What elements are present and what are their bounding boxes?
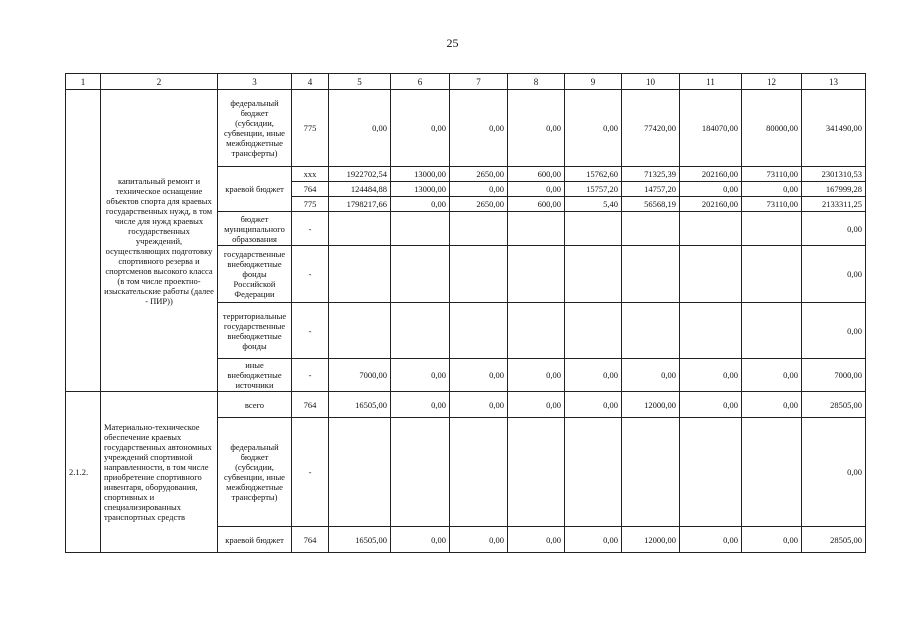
value-cell: 13000,00 [391, 167, 450, 182]
value-cell [565, 418, 622, 527]
budget-code: 764 [292, 182, 329, 197]
funding-source: территориальные государственные внебюджетные фонды [218, 303, 292, 359]
budget-code: ххх [292, 167, 329, 182]
header-cell: 1 [66, 74, 101, 90]
value-cell: 0,00 [742, 392, 802, 418]
header-cell: 3 [218, 74, 292, 90]
value-cell [508, 303, 565, 359]
value-cell: 600,00 [508, 197, 565, 212]
value-cell: 0,00 [450, 359, 508, 392]
value-cell: 124484,88 [329, 182, 391, 197]
funding-source: федеральный бюджет (субсидии, субвенции, иные межбюджетные трансферты) [218, 418, 292, 527]
table-row [66, 392, 866, 418]
header-cell: 8 [508, 74, 565, 90]
budget-code: - [292, 303, 329, 359]
funding-source: краевой бюджет [218, 527, 292, 553]
budget-code: 775 [292, 90, 329, 167]
value-cell: 202160,00 [680, 197, 742, 212]
value-cell: 1922702,54 [329, 167, 391, 182]
value-cell: 16505,00 [329, 392, 391, 418]
value-cell [450, 418, 508, 527]
value-cell: 600,00 [508, 167, 565, 182]
value-cell: 0,00 [802, 303, 866, 359]
value-cell: 16505,00 [329, 527, 391, 553]
value-cell: 0,00 [391, 197, 450, 212]
value-cell: 1798217,66 [329, 197, 391, 212]
value-cell: 0,00 [508, 182, 565, 197]
value-cell: 0,00 [622, 359, 680, 392]
value-cell: 28505,00 [802, 392, 866, 418]
value-cell [391, 246, 450, 303]
page-number: 25 [446, 36, 459, 50]
header-cell: 9 [565, 74, 622, 90]
value-cell: 0,00 [329, 90, 391, 167]
value-cell: 7000,00 [329, 359, 391, 392]
value-cell: 13000,00 [391, 182, 450, 197]
value-cell: 0,00 [680, 182, 742, 197]
value-cell: 0,00 [742, 359, 802, 392]
value-cell: 0,00 [391, 359, 450, 392]
value-cell: 2650,00 [450, 167, 508, 182]
funding-source: бюджет муниципального образования [218, 212, 292, 246]
row-number-cell [66, 90, 101, 392]
value-cell: 0,00 [680, 392, 742, 418]
value-cell: 0,00 [565, 527, 622, 553]
funding-source: всего [218, 392, 292, 418]
value-cell: 0,00 [508, 527, 565, 553]
value-cell [680, 418, 742, 527]
item-number: 2.1.2. [66, 392, 101, 553]
value-cell: 167999,28 [802, 182, 866, 197]
value-cell: 0,00 [742, 527, 802, 553]
value-cell: 0,00 [680, 359, 742, 392]
value-cell [622, 303, 680, 359]
value-cell: 5,40 [565, 197, 622, 212]
header-cell: 4 [292, 74, 329, 90]
value-cell: 2650,00 [450, 197, 508, 212]
value-cell [450, 212, 508, 246]
value-cell: 0,00 [391, 527, 450, 553]
budget-code: - [292, 212, 329, 246]
budget-code: 764 [292, 527, 329, 553]
value-cell [450, 303, 508, 359]
funding-source: краевой бюджет [218, 167, 292, 212]
value-cell [622, 418, 680, 527]
value-cell: 0,00 [802, 212, 866, 246]
value-cell [742, 303, 802, 359]
value-cell: 0,00 [565, 392, 622, 418]
value-cell [565, 246, 622, 303]
value-cell [742, 212, 802, 246]
header-cell: 12 [742, 74, 802, 90]
table-header-row [66, 74, 866, 90]
header-cell: 2 [101, 74, 218, 90]
budget-code: - [292, 359, 329, 392]
header-cell: 5 [329, 74, 391, 90]
value-cell [391, 418, 450, 527]
value-cell: 0,00 [508, 392, 565, 418]
value-cell [742, 418, 802, 527]
value-cell: 0,00 [680, 527, 742, 553]
value-cell [680, 246, 742, 303]
value-cell: 73110,00 [742, 167, 802, 182]
value-cell: 0,00 [391, 392, 450, 418]
value-cell [508, 246, 565, 303]
value-cell: 0,00 [802, 246, 866, 303]
budget-code: - [292, 246, 329, 303]
value-cell: 0,00 [508, 90, 565, 167]
value-cell [742, 246, 802, 303]
value-cell: 15757,20 [565, 182, 622, 197]
value-cell: 77420,00 [622, 90, 680, 167]
value-cell [329, 303, 391, 359]
budget-code: 775 [292, 197, 329, 212]
value-cell: 0,00 [450, 90, 508, 167]
value-cell: 184070,00 [680, 90, 742, 167]
value-cell: 2301310,53 [802, 167, 866, 182]
funding-source: иные внебюджетные источники [218, 359, 292, 392]
value-cell: 0,00 [450, 527, 508, 553]
table-row [66, 90, 866, 167]
value-cell [450, 246, 508, 303]
budget-table [65, 73, 866, 553]
value-cell: 15762,60 [565, 167, 622, 182]
value-cell: 0,00 [450, 392, 508, 418]
value-cell [391, 212, 450, 246]
value-cell: 12000,00 [622, 527, 680, 553]
value-cell: 0,00 [742, 182, 802, 197]
value-cell [680, 303, 742, 359]
funding-source: федеральный бюджет (субсидии, субвенции, иные межбюджетные трансферты) [218, 90, 292, 167]
budget-code: - [292, 418, 329, 527]
value-cell: 28505,00 [802, 527, 866, 553]
value-cell: 12000,00 [622, 392, 680, 418]
value-cell: 0,00 [391, 90, 450, 167]
value-cell: 0,00 [565, 359, 622, 392]
value-cell: 80000,00 [742, 90, 802, 167]
header-cell: 10 [622, 74, 680, 90]
item-description: Материально-техническое обеспечение краевых государственных автономных учреждений спортивной направленности, в том числе приобретение спортивного инвентаря, оборудования, спортивных и специализированных транспортных средств [101, 392, 218, 553]
item-description: капитальный ремонт и техническое оснащение объектов спорта для краевых государственных нужд, в том числе для нужд краевых государственных учреждений, осуществляющих подготовку спортивного резерва и спортсменов высокого класса (в том числе проектно-изыскательские работы (далее - ПИР)) [101, 90, 218, 392]
value-cell [565, 212, 622, 246]
value-cell [565, 303, 622, 359]
value-cell: 56568,19 [622, 197, 680, 212]
value-cell [508, 212, 565, 246]
budget-code: 764 [292, 392, 329, 418]
header-cell: 11 [680, 74, 742, 90]
value-cell [329, 418, 391, 527]
value-cell [680, 212, 742, 246]
value-cell: 341490,00 [802, 90, 866, 167]
value-cell: 0,00 [565, 90, 622, 167]
value-cell: 14757,20 [622, 182, 680, 197]
value-cell [508, 418, 565, 527]
value-cell: 0,00 [802, 418, 866, 527]
value-cell: 0,00 [508, 359, 565, 392]
value-cell: 2133311,25 [802, 197, 866, 212]
value-cell: 202160,00 [680, 167, 742, 182]
header-cell: 7 [450, 74, 508, 90]
funding-source: государственные внебюджетные фонды Российской Федерации [218, 246, 292, 303]
value-cell: 73110,00 [742, 197, 802, 212]
header-cell: 13 [802, 74, 866, 90]
value-cell [622, 246, 680, 303]
value-cell [329, 246, 391, 303]
value-cell: 71325,39 [622, 167, 680, 182]
value-cell [622, 212, 680, 246]
header-cell: 6 [391, 74, 450, 90]
value-cell: 7000,00 [802, 359, 866, 392]
value-cell [391, 303, 450, 359]
value-cell [329, 212, 391, 246]
value-cell: 0,00 [450, 182, 508, 197]
